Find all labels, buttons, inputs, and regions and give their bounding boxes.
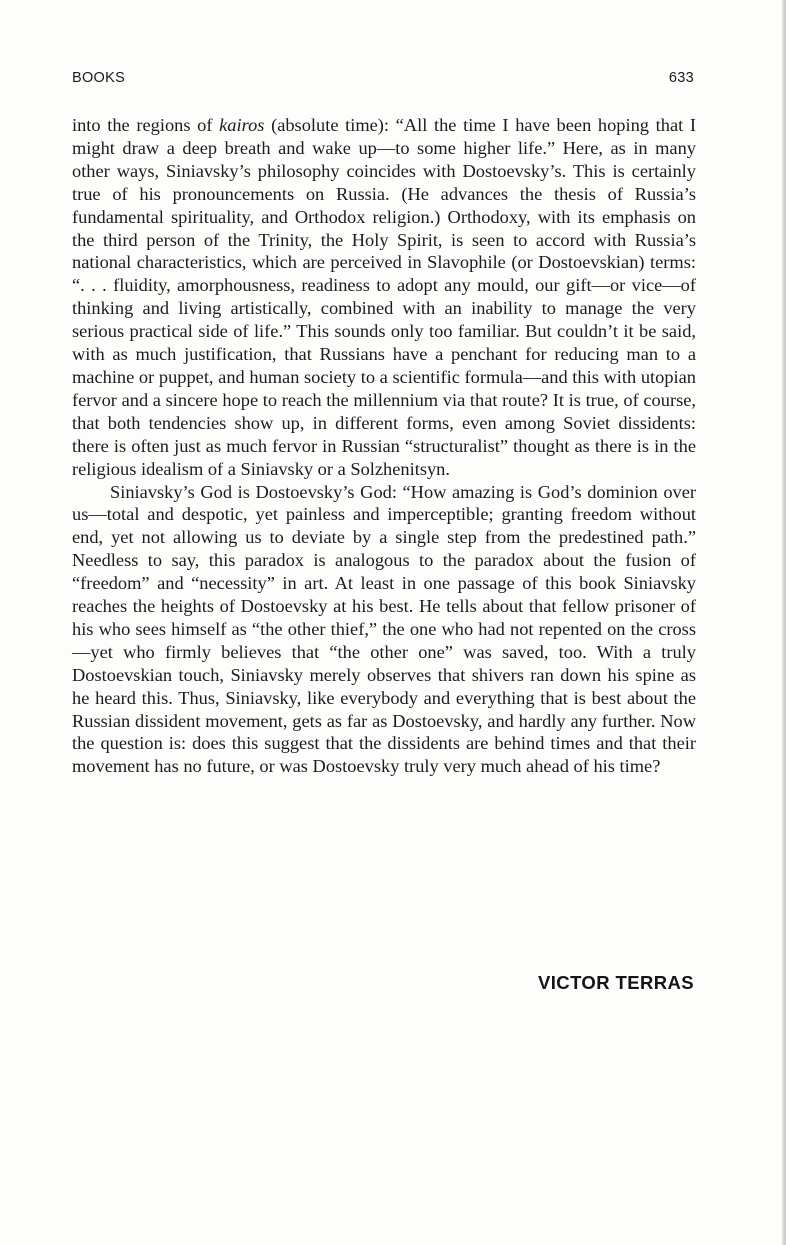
page-edge (782, 0, 786, 1245)
author-signature: VICTOR TERRAS (538, 972, 694, 993)
article-body (72, 114, 696, 778)
paragraph-1-rest: (absolute time): “All the time I have been hoping that I might draw a deep breath and wake up—to some higher life.” Here, as in many other ways, Siniavsky’s philosophy coincides with Dostoevsky’s. This is certainly true of his pronouncements on Russia. (He advances the thesis of Russia’s fundamental spirituality, and Orthodox religion.) Orthodoxy, with its emphasis on the third person of the Trinity, the Holy Spirit, is seen to accord with Russia’s national characteristics, which are perceived in Slavophile (or Dostoevskian) terms: “. . . fluidity, amorphousness, readiness to adopt any mould, our gift—or vice—of thinking and living artistically, combined with an inability to manage the very serious practical side of life.” This sounds only too familiar. But couldn’t it be said, with as much justification, that Russians have a penchant for reducing man to a machine or puppet, and human society to a scientific formula—and this with utopian fervor and a sincere hope to reach the millennium via that route? It is true, of course, that both tendencies show up, in different forms, even among Soviet dissidents: there is often just as much fervor in Russian “structuralist” thought as there is in the religious idealism of a Siniavsky or a Solzhenitsyn. (72, 115, 696, 479)
paragraph-1-lead: into the regions of (72, 115, 220, 135)
italic-term-kairos: kairos (219, 115, 265, 135)
paragraph-2: Siniavsky’s God is Dostoevsky’s God: “How amazing is God’s dominion over us—total and despotic, yet painless and imperceptible; granting freedom without end, yet not allowing us to deviate by a single step from the predestined path.” Needless to say, this paradox is analogous to the paradox about the fusion of “freedom” and “necessity” in art. At least in one passage of this book Siniavsky reaches the heights of Dostoevsky at his best. He tells about that fellow prisoner of his who sees himself as “the other thief,” the one who had not repented on the cross—yet who firmly believes that “the other one” was saved, too. With a truly Dostoevskian touch, Siniavsky merely observes that shivers ran down his spine as he heard this. Thus, Siniavsky, like everybody and everything that is best about the Russian dissident movement, gets as far as Dostoevsky, and hardly any further. Now the question is: does this suggest that the dissidents are behind times and that their movement has no future, or was Dostoevsky truly very much ahead of his time? (72, 481, 696, 777)
page-number: 633 (668, 70, 694, 86)
paragraph-1 (72, 114, 696, 481)
section-title: BOOKS (72, 70, 126, 86)
